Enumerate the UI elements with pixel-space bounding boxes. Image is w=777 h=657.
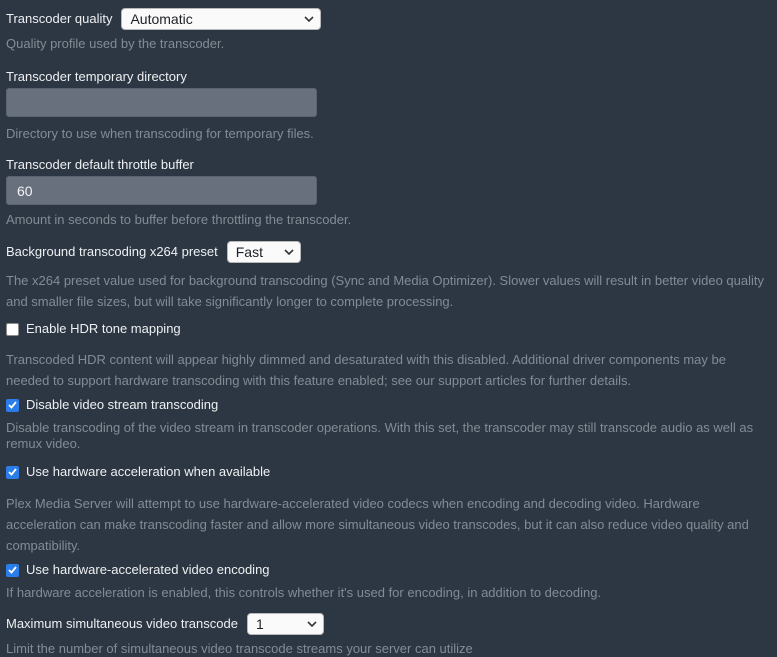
hdr-tone-mapping-row: [6, 321, 771, 337]
hdr-tone-mapping-checkbox[interactable]: [6, 323, 19, 336]
transcoder-quality-select[interactable]: [121, 8, 321, 30]
hw-acceleration-help: Plex Media Server will attempt to use hardware-accelerated video codecs when encoding and decoding video. Hardware acceleration can make transcoding faster and allow more simultaneous video transcodes, but it can also reduce video quality and compatibility.: [6, 496, 749, 553]
disable-video-stream-transcoding-row: [6, 397, 771, 413]
chevron-down-icon: [304, 16, 314, 22]
temp-directory-input[interactable]: [6, 88, 317, 117]
hw-acceleration-checkbox[interactable]: [6, 466, 19, 479]
hdr-tone-mapping-help: Transcoded HDR content will appear highly dimmed and desaturated with this disabled. Additional driver components may be needed to support hardware transcoding with this feature enabled; see our support articles for further details.: [6, 352, 726, 388]
chevron-down-icon: [307, 621, 317, 627]
disable-video-stream-transcoding-label[interactable]: Disable video stream transcoding: [26, 397, 219, 412]
max-simultaneous-transcode-select[interactable]: [247, 613, 324, 635]
hw-video-encoding-help: If hardware acceleration is enabled, this controls whether it's used for encoding, in addition to decoding.: [6, 585, 602, 600]
transcoder-quality-help: Quality profile used by the transcoder.: [6, 36, 225, 51]
throttle-buffer-help: Amount in seconds to buffer before throttling the transcoder.: [6, 212, 352, 227]
x264-preset-select[interactable]: [227, 241, 301, 263]
check-icon: [8, 401, 17, 409]
x264-preset-label: Background transcoding x264 preset: [6, 244, 218, 259]
max-simultaneous-transcode-row: [6, 613, 771, 635]
check-icon: [8, 566, 17, 574]
temp-directory-help: Directory to use when transcoding for temporary files.: [6, 126, 314, 141]
chevron-down-icon: [284, 249, 294, 255]
transcoder-quality-row: [6, 8, 771, 30]
x264-preset-row: [6, 241, 771, 263]
hw-video-encoding-label[interactable]: Use hardware-accelerated video encoding: [26, 562, 270, 577]
hw-video-encoding-row: [6, 562, 771, 578]
x264-preset-select-value: Fast: [235, 244, 263, 260]
hw-acceleration-label[interactable]: Use hardware acceleration when available: [26, 464, 271, 479]
max-simultaneous-transcode-select-value: 1: [255, 616, 264, 632]
throttle-buffer-label: Transcoder default throttle buffer: [6, 157, 194, 172]
disable-video-stream-transcoding-checkbox[interactable]: [6, 399, 19, 412]
check-icon: [8, 468, 17, 476]
hdr-tone-mapping-label[interactable]: Enable HDR tone mapping: [26, 321, 181, 336]
max-simultaneous-transcode-label: Maximum simultaneous video transcode: [6, 616, 238, 631]
disable-video-stream-transcoding-help: Disable transcoding of the video stream in transcoder operations. With this set, the transcoder may still transcode audio as well as remux video.: [6, 420, 754, 451]
temp-directory-label: Transcoder temporary directory: [6, 69, 187, 84]
hw-video-encoding-checkbox[interactable]: [6, 564, 19, 577]
transcoder-quality-select-value: Automatic: [130, 11, 193, 27]
hw-acceleration-row: [6, 464, 771, 480]
x264-preset-help: The x264 preset value used for background transcoding (Sync and Media Optimizer). Slower values will result in better video quality and smaller file sizes, but will take significantly longer to complete processing.: [6, 273, 764, 309]
max-simultaneous-transcode-help: Limit the number of simultaneous video transcode streams your server can utilize: [6, 641, 473, 656]
transcoder-quality-label: Transcoder quality: [6, 11, 113, 26]
throttle-buffer-input[interactable]: [6, 176, 317, 205]
